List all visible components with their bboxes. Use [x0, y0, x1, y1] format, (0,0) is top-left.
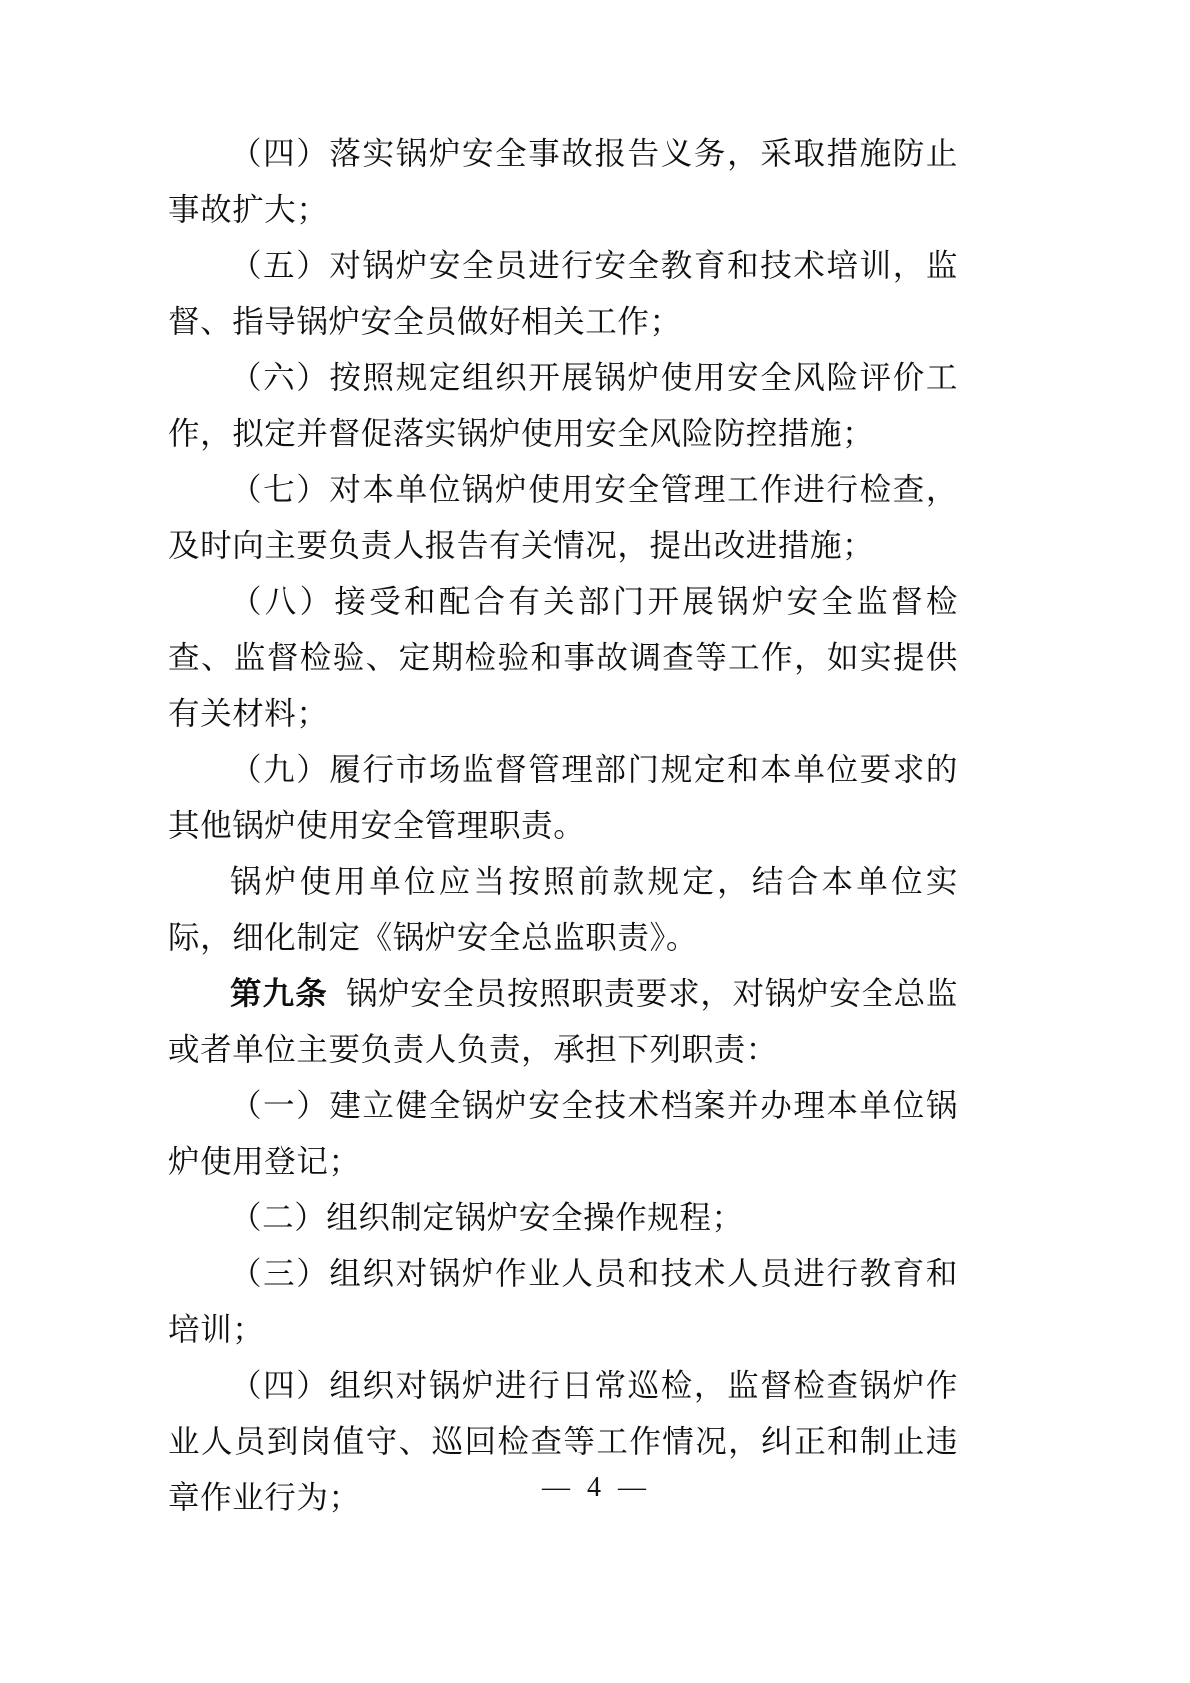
- document-body: [168, 126, 958, 1526]
- page-number: 4: [587, 1472, 603, 1503]
- article-nine-label: 第九条: [230, 976, 328, 1011]
- paragraph-item-6: （六）按照规定组织开展锅炉使用安全风险评价工作，拟定并督促落实锅炉使用安全风险防控措施；: [168, 360, 958, 451]
- paragraph-item-4: （四）落实锅炉安全事故报告义务，采取措施防止事故扩大；: [168, 136, 958, 227]
- article-nine-item-2: （二）组织制定锅炉安全操作规程；: [230, 1200, 744, 1235]
- paragraph-closing: 锅炉使用单位应当按照前款规定，结合本单位实际，细化制定《锅炉安全总监职责》。: [168, 864, 958, 955]
- page-footer: [0, 1472, 1190, 1504]
- paragraph-item-7: （七）对本单位锅炉使用安全管理工作进行检查，及时向主要负责人报告有关情况，提出改进措施；: [168, 472, 958, 563]
- paragraph-item-8: （八）接受和配合有关部门开展锅炉安全监督检查、监督检验、定期检验和事故调查等工作，如实提供有关材料；: [168, 584, 958, 731]
- paragraph-item-5: （五）对锅炉安全员进行安全教育和技术培训，监督、指导锅炉安全员做好相关工作；: [168, 248, 958, 339]
- footer-dash-left: —: [542, 1472, 572, 1503]
- article-nine-item-1: （一）建立健全锅炉安全技术档案并办理本单位锅炉使用登记；: [168, 1088, 958, 1179]
- footer-dash-right: —: [618, 1472, 648, 1503]
- article-nine-text: 锅炉安全员按照职责要求，对锅炉安全总监或者单位主要负责人负责，承担下列职责：: [168, 976, 958, 1067]
- article-nine-item-3: （三）组织对锅炉作业人员和技术人员进行教育和培训；: [168, 1256, 958, 1347]
- article-nine-item-4: （四）组织对锅炉进行日常巡检，监督检查锅炉作业人员到岗值守、巡回检查等工作情况，纠正和制止违章作业行为；: [168, 1368, 958, 1515]
- article-nine: [168, 966, 958, 1078]
- paragraph-item-9: （九）履行市场监督管理部门规定和本单位要求的其他锅炉使用安全管理职责。: [168, 752, 958, 843]
